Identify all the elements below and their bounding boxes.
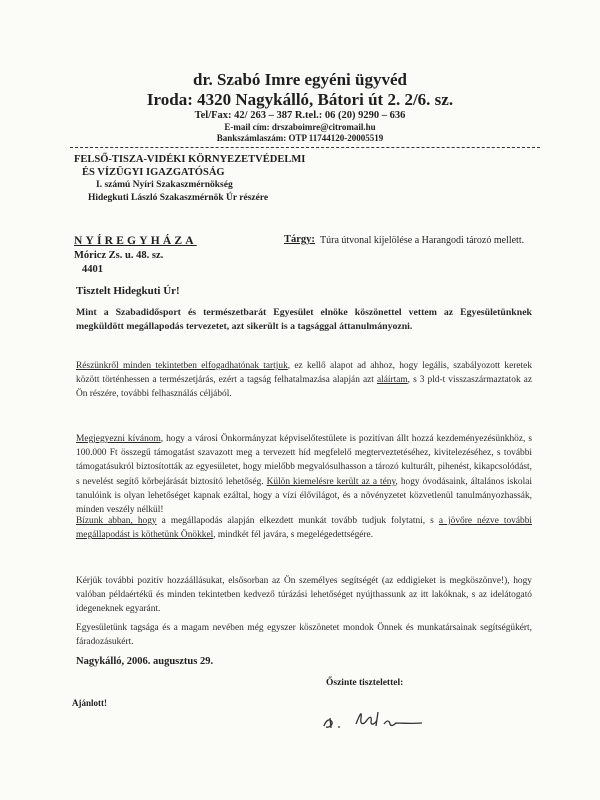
paragraph-2	[76, 359, 532, 402]
subject-label: Tárgy:	[284, 234, 315, 245]
paragraph-3-text: , hogy a városi Önkormányzat képviselőtestülete is pozitívan állt hozzá kezdeményezésünkhöz, s 100.000 Ft összegű támogatást szavazott meg a tervezett híd megfelelő megterveztetéséhez, kivitelezéséhez, s további támogatásukról biztosították az egyesületet, hogy mielőbb megvalósulhasson a tározó kulturált, pihenést, kikapcsolódást, s nevelést segítő körbejárását biztosító lehetőség.	[76, 434, 532, 487]
paragraph-3-underlined: Megjegyezni kívánom	[76, 434, 161, 444]
paragraph-2-underlined: Részünkről minden tekintetben elfogadhatónak tartjuk	[76, 361, 288, 371]
paragraph-4-end: , mindkét fél javára, s megelégedettségére.	[213, 530, 374, 541]
paragraph-4-future: a jövőre nézve további megállapodást is köthetünk Önökkel	[76, 516, 533, 541]
subject-text: Túra útvonal kijelölése a Harangodi tározó mellett.	[320, 235, 525, 246]
letter-date: Nagykálló, 2006. augusztus 29.	[76, 656, 214, 667]
paragraph-2-end: , s 3 pld-t visszaszármaztatok az Ön részére, további felhasználás céljából.	[76, 375, 533, 400]
paragraph-4-text: a megállapodás alapján elkezdett munkát tovább tudjuk folytatni, s	[156, 516, 439, 526]
paragraph-5: Kérjük további pozitív hozzáállásukat, elsősorban az Ön személyes segítségét (az eddigieket is megköszönve!), hogy valóban példaértékű és minden tekintetben kedvező túrázási lehetőséget nyújthassunk az itt lakóknak, s az idelátogató idegeneknek egyaránt.	[76, 576, 532, 615]
greeting: Tisztelt Hidegkuti Úr!	[76, 285, 180, 297]
paragraph-1: Mint a Szabadidősport és természetbarát Egyesület elnöke köszönettel vettem az Egyesületünknek megküldött megállapodás tervezetet, azt sikerült is a tagsággal áttanulmányozni.	[76, 307, 532, 333]
letterhead-bank: Bankszámlaszám: OTP 11744120-20005519	[216, 133, 384, 143]
paragraph-4	[76, 514, 532, 542]
letterhead-divider	[70, 147, 540, 148]
registered-mail-note: Ajánlott!	[72, 698, 107, 708]
letterhead-name: dr. Szabó Imre egyéni ügyvéd	[193, 70, 407, 89]
paragraph-3-highlight: Külön kiemelésre került az a tény	[266, 476, 396, 487]
recipient-line-1: FELSŐ-TISZA-VIDÉKI KÖRNYEZETVÉDELMI	[74, 154, 306, 165]
recipient-line-3: I. számú Nyíri Szakaszmérnökség	[96, 180, 233, 190]
paragraph-2-text: , ez kellő alapot ad ahhoz, hogy legális, szabályozott keretek között történhessen a természetjárás, ezért a tagság felhatalmazása alapján azt	[76, 361, 533, 386]
closing-phrase: Őszinte tisztelettel:	[326, 678, 404, 688]
letterhead-email: E-mail cím: drszaboimre@citromail.hu	[224, 122, 376, 132]
address-zip: 4401	[82, 264, 103, 275]
letterhead-phone: Tel/Fax: 42/ 263 – 387 R.tel.: 06 (20) 9290 – 636	[194, 110, 406, 121]
paragraph-2-signed: aláírtam	[376, 375, 408, 386]
address-city: NYÍREGYHÁZA	[74, 235, 197, 247]
recipient-line-2: ÉS VÍZÜGYI IGAZGATÓSÁG	[82, 167, 225, 178]
paragraph-4-underlined: Bízunk abban, hogy	[76, 516, 157, 526]
address-street: Móricz Zs. u. 48. sz.	[74, 250, 164, 261]
paragraph-3	[76, 432, 532, 517]
paragraph-3-end: , hogy óvodásaink, általános iskolai tanulóink is olyan lehetőséget kapnak ezáltal, hogy a vízi élővilágot, és a növényzetet közvetlenül tanulmányozhassák, minden veszély nélkül!	[76, 476, 532, 516]
letterhead-office: Iroda: 4320 Nagykálló, Bátori út 2. 2/6. sz.	[146, 90, 454, 109]
paragraph-6: Egyesületünk tagsága és a magam nevében még egyszer köszönetet mondok Önnek és munkatársainak segítségükért, fáradozásukért.	[76, 623, 532, 648]
recipient-line-4: Hidegkuti László Szakaszmérnök Úr részére	[88, 193, 269, 203]
signature	[316, 700, 436, 736]
